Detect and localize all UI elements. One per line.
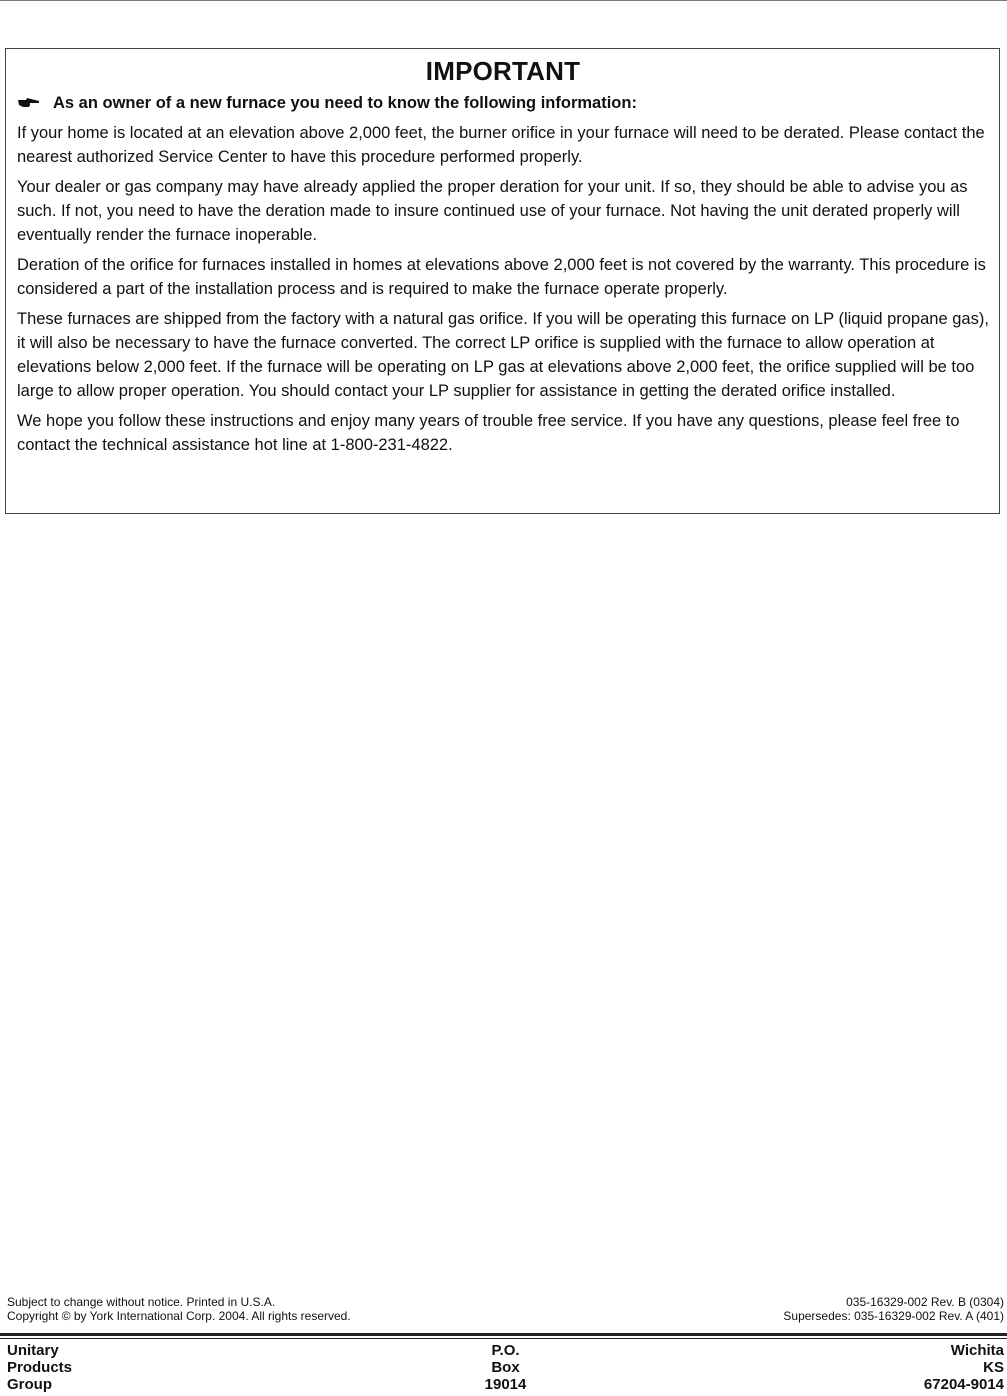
address-zip-line: 67204-9014 — [923, 1376, 1004, 1393]
pointing-hand-icon — [17, 96, 41, 110]
footer-copyright: Copyright © by York International Corp. 2004. All rights reserved. — [7, 1309, 351, 1323]
address-company-line: Products — [7, 1359, 73, 1376]
notice-title: IMPORTANT — [425, 56, 581, 86]
address-state-line: KS — [983, 1359, 1004, 1376]
notice-intro-text: As an owner of a new furnace you need to know the following information: — [53, 94, 637, 112]
company-address — [7, 1342, 1004, 1393]
footer-supersedes: Supersedes: 035-16329-002 Rev. A (401) — [783, 1309, 1004, 1323]
top-rule — [0, 0, 1007, 1]
paragraph-warranty: Deration of the orifice for furnaces installed in homes at elevations above 2,000 feet is not covered by the warranty. This procedure is considered a part of the installation process and is required to make the furnace operate properly. — [17, 256, 986, 298]
address-city-line: Wichita — [950, 1342, 1004, 1359]
footer-rule-thick — [0, 1333, 1007, 1336]
address-po-line: Box — [491, 1359, 520, 1376]
paragraph-lp-gas: These furnaces are shipped from the factory with a natural gas orifice. If you will be operating this furnace on LP (liquid propane gas), it will also be necessary to have the furnace converted. The correct LP orifice is supplied with the furnace to allow operation at elevations below 2,000 feet. If the furnace will be operating on LP gas at elevations above 2,000 feet, the orifice supplied will be too large to allow proper operation. You should contact your LP supplier for assistance in getting the derated orifice installed. — [17, 310, 989, 400]
address-po-line: P.O. — [491, 1342, 520, 1359]
footer-print-note: Subject to change without notice. Printed in U.S.A. — [7, 1295, 276, 1309]
paragraph-elevation: If your home is located at an elevation above 2,000 feet, the burner orifice in your furnace will need to be derated. Please contact the nearest authorized Service Center to have this procedure performed properly. — [17, 124, 985, 166]
paragraph-hotline: We hope you follow these instructions and enjoy many years of trouble free service. If you have any questions, please feel free to contact the technical assistance hot line at 1-800-231-4822. — [17, 412, 960, 454]
address-company-line: Group — [7, 1376, 52, 1393]
footer-rule-thin — [0, 1338, 1007, 1339]
paragraph-dealer: Your dealer or gas company may have already applied the proper deration for your unit. If so, they should be able to advise you as such. If not, you need to have the deration made to insure continued use of your furnace. Not having the unit derated properly will eventually render the furnace inoperable. — [17, 178, 968, 244]
address-company-line: Unitary — [7, 1342, 59, 1359]
address-box-number: 19014 — [484, 1376, 527, 1393]
notice-intro — [17, 91, 989, 115]
important-notice-box — [5, 48, 1000, 514]
footer-notes — [7, 1295, 1004, 1323]
footer-doc-number: 035-16329-002 Rev. B (0304) — [846, 1295, 1004, 1309]
